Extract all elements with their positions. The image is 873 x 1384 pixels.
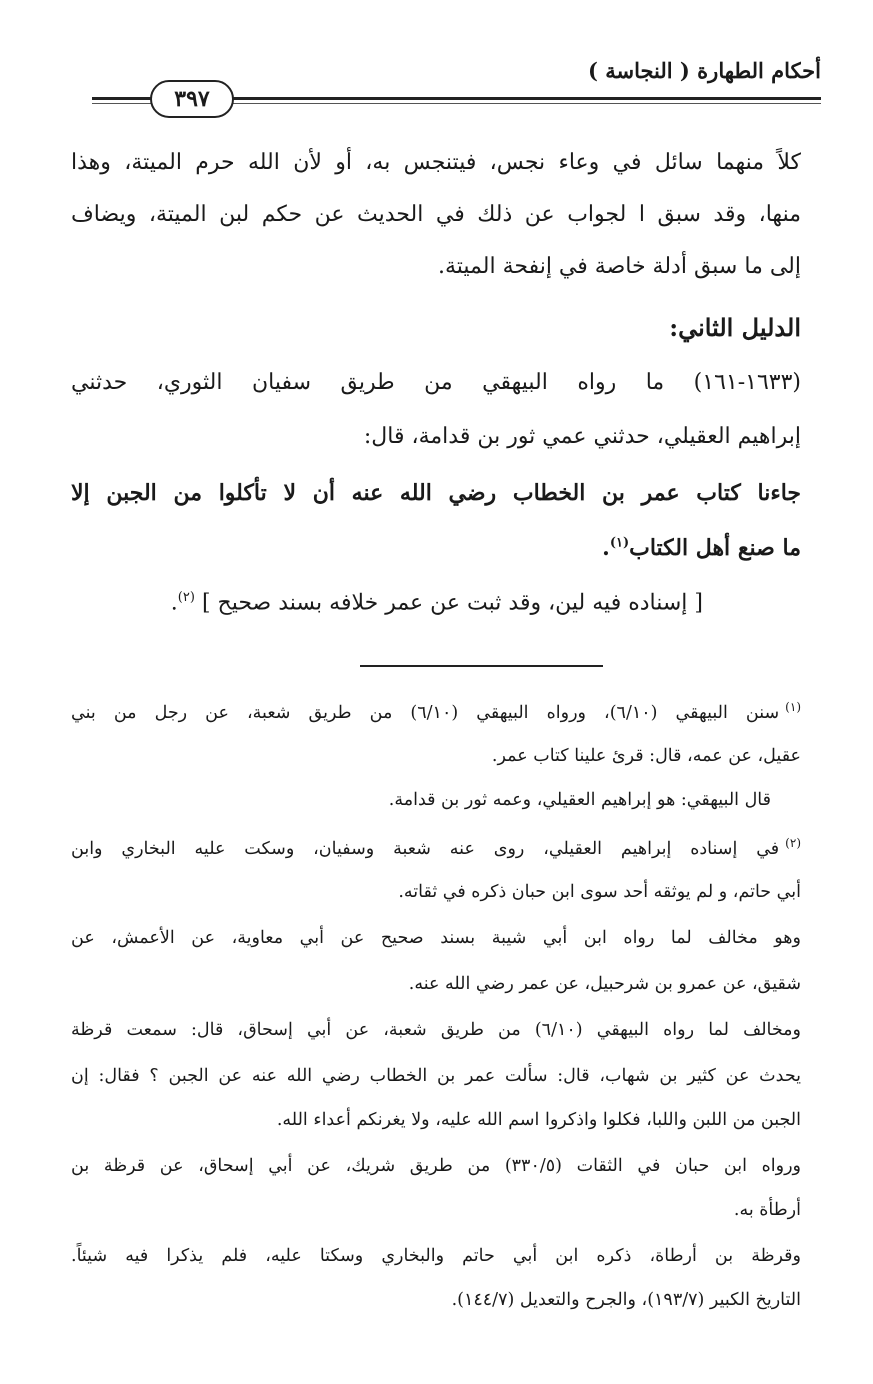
footnote-text: سنن البيهقي (٦/١٠)، ورواه البيهقي (٦/١٠) من طريق شعبة، عن رجل من بني [71, 702, 780, 723]
footnote-line: وقرظة بن أرطاة، ذكره ابن أبي حاتم والبخاري وسكتا عليه، فلم يذكرا فيه شيئاً. [71, 1246, 801, 1266]
hadith-quote-line: جاءنا كتاب عمر بن الخطاب رضي الله عنه أن لا تأكلوا من الجبن إلا [71, 480, 801, 506]
footnote-line: يحدث عن كثير بن شهاب، قال: سألت عمر بن الخطاب رضي الله عنه عن الجبن ؟ فقال: إن [71, 1066, 801, 1086]
main-line: إلى ما سبق أدلة خاصة في إنفحة الميتة. [437, 254, 801, 279]
hadith-quote-line [71, 535, 801, 561]
footnote-ref-2: (٢) [177, 590, 195, 605]
main-line: منها، وقد سبق ا لجواب عن ذلك في الحديث عن حكم لبن الميتة، ويضاف [71, 202, 801, 227]
footnote-line: وهو مخالف لما رواه ابن أبي شيبة بسند صحيح عن أبي معاوية، عن الأعمش، عن [71, 928, 801, 948]
quote-end: . [602, 535, 610, 561]
footnote-line: قال البيهقي: هو إبراهيم العقيلي، وعمه ثور بن قدامة. [388, 790, 771, 810]
footnote-line: ومخالف لما رواه البيهقي (٦/١٠) من طريق شعبة، عن أبي إسحاق، قال: سمعت قرظة [71, 1020, 801, 1040]
footnote-line: شقيق، عن عمرو بن شرحبيل، عن عمر رضي الله عنه. [408, 974, 801, 994]
footnote-line: التاريخ الكبير (١٩٣/٧)، والجرح والتعديل (١٤٤/٧). [451, 1290, 801, 1310]
footnote-line [71, 700, 801, 723]
footnote-line: الجبن من اللبن واللبا، فكلوا واذكروا اسم الله عليه، ولا يغرنكم أعداء الله. [276, 1110, 801, 1130]
section-heading: الدليل الثاني: [669, 313, 801, 342]
grading-text: [ إسناده فيه لين، وقد ثبت عن عمر خلافه بسند صحيح ] [201, 590, 703, 616]
footnote-text: في إسناده إبراهيم العقيلي، روى عنه شعبة وسفيان، وسكت عليه البخاري وابن [71, 838, 780, 859]
footnote-line [71, 836, 801, 859]
footnote-ref-1: (١) [609, 535, 630, 551]
footnote-line: عقيل، عن عمه، قال: قرئ علينا كتاب عمر. [491, 746, 801, 766]
grading-line [63, 590, 703, 615]
hadith-intro-line: (١٦٣٣-١٦١) ما رواه البيهقي من طريق سفيان الثوري، حدثني [71, 370, 801, 395]
running-title: أحكام الطهارة ( النجاسة ) [588, 58, 821, 83]
page-number: ٣٩٧ [150, 80, 234, 118]
footnote-line: أبي حاتم، و لم يوثقه أحد سوى ابن حبان ذكره في ثقاته. [398, 882, 801, 902]
quote-text: ما صنع أهل الكتاب [629, 535, 801, 561]
footnote-line: ورواه ابن حبان في الثقات (٣٣٠/٥) من طريق شريك، عن أبي إسحاق، عن قرظة بن [71, 1156, 801, 1176]
hadith-intro-line: إبراهيم العقيلي، حدثني عمي ثور بن قدامة، قال: [363, 424, 801, 449]
footnote-mark-2: (٢) [785, 836, 801, 850]
main-line: كلاً منهما سائل في وعاء نجس، فيتنجس به، أو لأن الله حرم الميتة، وهذا [71, 150, 801, 175]
footnote-line: أرطأة به. [733, 1200, 801, 1220]
footnote-mark-1: (١) [785, 700, 801, 714]
footnote-separator [360, 665, 603, 667]
grading-end: . [170, 590, 178, 616]
